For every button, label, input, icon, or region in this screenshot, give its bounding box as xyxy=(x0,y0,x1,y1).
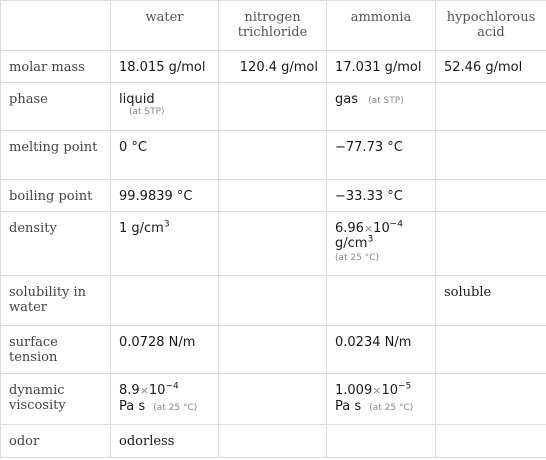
row-label-dynamic-viscosity: dynamic viscosity xyxy=(1,374,111,425)
ammonia-viscosity-exp: −5 xyxy=(397,381,412,392)
row-boiling-point xyxy=(1,180,546,212)
water-surface-tension: 0.0728 N/m xyxy=(111,326,219,374)
water-odor: odorless xyxy=(111,425,219,458)
ammonia-density-cell xyxy=(327,212,436,276)
ammonia-density-exp: −4 xyxy=(389,219,403,230)
ntcl-solubility xyxy=(219,276,327,326)
hocl-density xyxy=(436,212,546,276)
ammonia-phase-cell xyxy=(327,83,436,131)
hocl-melting-point xyxy=(436,131,546,180)
ammonia-viscosity-unit: Pa s xyxy=(335,399,362,414)
ammonia-density-note: (at 25 °C) xyxy=(335,253,380,263)
row-melting-point xyxy=(1,131,546,180)
ammonia-density-times: × xyxy=(363,222,374,235)
ammonia-melting-point: −77.73 °C xyxy=(327,131,436,180)
ammonia-density-unit: g/cm xyxy=(335,236,368,251)
hocl-viscosity xyxy=(436,374,546,425)
row-label-phase: phase xyxy=(1,83,111,131)
ammonia-viscosity-times: × xyxy=(372,384,382,397)
water-density-exp: 3 xyxy=(163,219,170,230)
ammonia-phase-note: (at STP) xyxy=(368,96,404,106)
water-viscosity-ten: 10 xyxy=(148,383,166,398)
header-ammonia: ammonia xyxy=(327,1,436,51)
ammonia-density-ten: 10 xyxy=(373,221,390,236)
water-phase-cell xyxy=(111,83,219,131)
ammonia-viscosity-note: (at 25 °C) xyxy=(369,403,414,413)
ammonia-molar-mass: 17.031 g/mol xyxy=(327,51,436,83)
ammonia-density-unit-exp: 3 xyxy=(367,234,374,245)
hocl-surface-tension xyxy=(436,326,546,374)
water-phase: liquid xyxy=(119,92,155,107)
ntcl-viscosity xyxy=(219,374,327,425)
row-label-molar-mass: molar mass xyxy=(1,51,111,83)
water-viscosity-cell xyxy=(111,374,219,425)
row-label-density: density xyxy=(1,212,111,276)
water-density-cell xyxy=(111,212,219,276)
hocl-odor xyxy=(436,425,546,458)
water-viscosity-unit: Pa s xyxy=(119,399,146,414)
row-phase xyxy=(1,83,546,131)
ntcl-surface-tension xyxy=(219,326,327,374)
ammonia-viscosity-cell xyxy=(327,374,436,425)
water-density: 1 g/cm xyxy=(119,221,164,236)
header-nitrogen-trichloride: nitrogen trichloride xyxy=(219,1,327,51)
water-molar-mass: 18.015 g/mol xyxy=(111,51,219,83)
header-row xyxy=(1,1,546,51)
water-viscosity-note: (at 25 °C) xyxy=(153,403,198,413)
row-label-melting-point: melting point xyxy=(1,131,111,180)
ammonia-phase: gas xyxy=(335,92,358,107)
water-solubility xyxy=(111,276,219,326)
ntcl-odor xyxy=(219,425,327,458)
water-viscosity-exp: −4 xyxy=(165,381,179,392)
ntcl-density xyxy=(219,212,327,276)
row-surface-tension xyxy=(1,326,546,374)
water-viscosity-times: × xyxy=(139,384,149,397)
ammonia-surface-tension: 0.0234 N/m xyxy=(327,326,436,374)
row-label-odor: odor xyxy=(1,425,111,458)
hocl-boiling-point xyxy=(436,180,546,212)
row-label-boiling-point: boiling point xyxy=(1,180,111,212)
ammonia-viscosity-ten: 10 xyxy=(381,383,398,398)
ammonia-solubility xyxy=(327,276,436,326)
water-boiling-point: 99.9839 °C xyxy=(111,180,219,212)
row-solubility xyxy=(1,276,546,326)
water-melting-point: 0 °C xyxy=(111,131,219,180)
water-viscosity-mantissa: 8.9 xyxy=(119,383,140,398)
ntcl-molar-mass: 120.4 g/mol xyxy=(219,51,327,83)
row-label-surface-tension: surface tension xyxy=(1,326,111,374)
ammonia-boiling-point: −33.33 °C xyxy=(327,180,436,212)
water-phase-note: (at STP) xyxy=(129,107,165,117)
header-hypochlorous-acid: hypochlorous acid xyxy=(436,1,546,51)
ammonia-odor xyxy=(327,425,436,458)
ntcl-melting-point xyxy=(219,131,327,180)
row-molar-mass xyxy=(1,51,546,83)
ammonia-viscosity-mantissa: 1.009 xyxy=(335,383,373,398)
row-density xyxy=(1,212,546,276)
row-dynamic-viscosity xyxy=(1,374,546,425)
hocl-solubility: soluble xyxy=(436,276,546,326)
corner-cell xyxy=(1,1,111,51)
row-label-solubility: solubility in water xyxy=(1,276,111,326)
hocl-phase xyxy=(436,83,546,131)
header-water: water xyxy=(111,1,219,51)
hocl-molar-mass: 52.46 g/mol xyxy=(436,51,546,83)
ntcl-phase xyxy=(219,83,327,131)
ntcl-boiling-point xyxy=(219,180,327,212)
ammonia-density-mantissa: 6.96 xyxy=(335,221,364,236)
row-odor xyxy=(1,425,546,458)
